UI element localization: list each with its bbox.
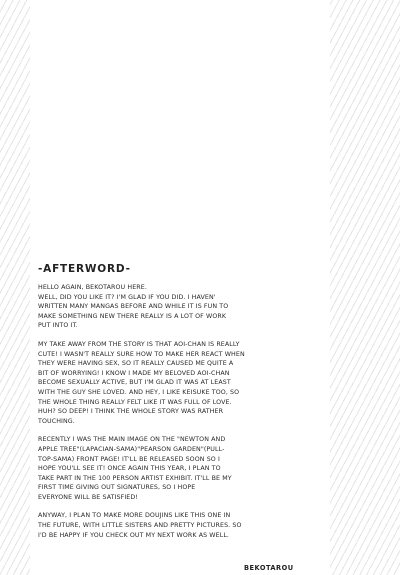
afterword-heading: -AFTERWORD- bbox=[38, 263, 131, 275]
afterword-paragraph-2: MY TAKE AWAY FROM THE STORY IS THAT AOI-CHAN IS REALLY CUTE! I WASN'T REALLY SURE HOW TO MAKE HER REACT WHEN THEY WERE HAVING SEX, SO IT REALLY CAUSED ME QUITE A BIT OF WORRYING! I KNOW I MADE MY BELOVED AOI-CHAN BECOME SEXUALLY ACTIVE, BUT I'M GLAD IT WAS AT LEAST WITH THE GUY SHE LOVED. AND HEY, I LIKE KEISUKE TOO, SO THE WHOLE THING REALLY FELT LIKE IT WAS FULL OF LOVE. HUH? SO DEEP! I THINK THE WHOLE STORY WAS RATHER TOUCHING. bbox=[38, 340, 245, 425]
author-signature: BEKOTAROU bbox=[244, 564, 294, 572]
afterword-paragraph-3: RECENTLY I WAS THE MAIN IMAGE ON THE "NEWTON AND APPLE TREE"(LAPACIAN-SAMA)"PEARSON GARDEN"(PULL- TOP-SAMA) FRONT PAGE! IT'LL BE RELEASED SOON SO I HOPE YOU'LL SEE IT! ONCE AGAIN THIS YEAR, I PLAN TO TAKE PART IN THE 100 PERSON ARTIST EXHIBIT. IT'LL BE MY FIRST TIME GIVING OUT SIGNATURES, SO I HOPE EVERYONE WILL BE SATISFIED! bbox=[38, 436, 232, 501]
afterword-paragraph-1: HELLO AGAIN, BEKOTAROU HERE. WELL, DID YOU LIKE IT? I'M GLAD IF YOU DID. I HAVEN' WRITTEN MANY MANGAS BEFORE AND WHILE IT IS FUN TO MAKE SOMETHING NEW THERE REALLY IS A LOT OF WORK PUT INTO IT. bbox=[38, 284, 229, 330]
afterword-body bbox=[38, 283, 274, 549]
afterword-paragraph-4: ANYWAY, I PLAN TO MAKE MORE DOUJINS LIKE THIS ONE IN THE FUTURE, WITH LITTLE SISTERS AND PRETTY PICTURES. SO I'D BE HAPPY IF YOU CHECK OUT MY NEXT WORK AS WELL. bbox=[38, 512, 242, 539]
